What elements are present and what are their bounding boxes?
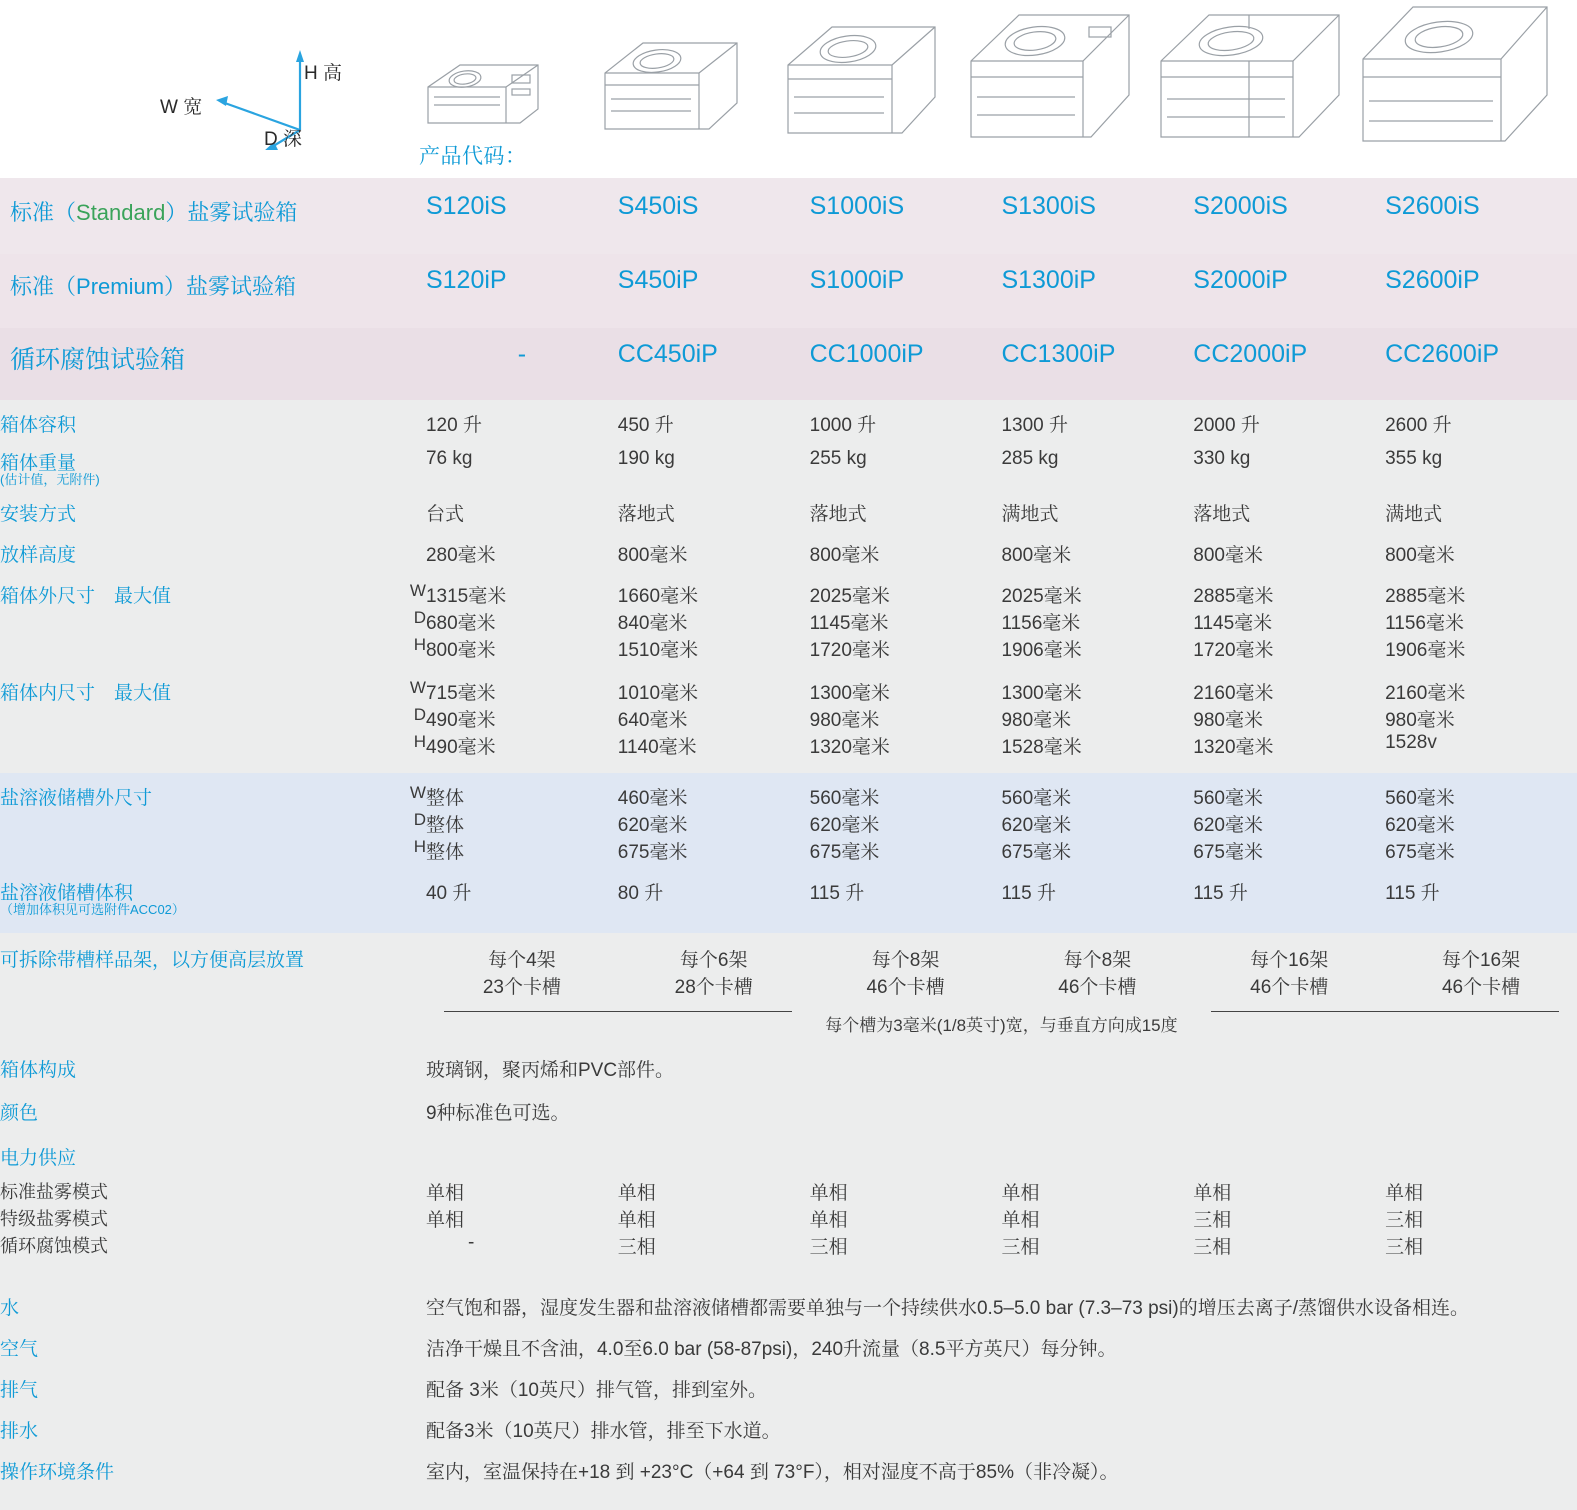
- value-tank-d-3: 620毫米: [1001, 810, 1193, 837]
- spacer: [0, 1443, 1577, 1457]
- axis-diagram: [160, 30, 400, 150]
- value-tank-h-4: 675毫米: [1193, 837, 1385, 864]
- value-outer-w-5: 2885毫米: [1385, 581, 1577, 608]
- dim-tank-w: W: [376, 783, 426, 810]
- value-water: 空气饱和器，湿度发生器和盐溶液储槽都需要单独与一个持续供水0.5–5.0 bar (7.3–73 psi)的增压去离子/蒸馏供水设备相连。: [426, 1293, 1577, 1320]
- label-exhaust: 排气: [0, 1375, 426, 1402]
- value-tank-d-2: 620毫米: [810, 810, 1002, 837]
- value-install-2: 落地式: [810, 499, 1002, 526]
- value-inner-d-3: 980毫米: [1001, 705, 1193, 732]
- value-power-cyclic-3: 三相: [1001, 1232, 1193, 1259]
- label-power-mode-standard: 标准盐雾模式: [0, 1170, 426, 1205]
- value-inner-w-4: 2160毫米: [1193, 678, 1385, 705]
- model-code-cc1300ip: CC1300iP: [1001, 328, 1193, 400]
- dim-outer-h: H: [376, 635, 426, 662]
- axis-label-w: W 宽: [160, 97, 203, 118]
- spacer: [0, 1259, 1577, 1293]
- table-row-exhaust: [0, 1375, 1577, 1402]
- value-inner-w-5: 2160毫米: [1385, 678, 1577, 705]
- value-slots-3: 46个卡槽: [1001, 972, 1193, 999]
- model-code-s1000ip: S1000iP: [810, 254, 1002, 328]
- value-inner-h-1: 1140毫米: [618, 732, 810, 759]
- value-slots-0: 23个卡槽: [426, 972, 618, 999]
- label-weight: [0, 448, 426, 487]
- value-tank-h-0: 整体: [426, 837, 618, 864]
- label-power: 电力供应: [0, 1143, 1577, 1170]
- value-install-4: 落地式: [1193, 499, 1385, 526]
- spacer: [0, 487, 1577, 499]
- value-power-premium-1: 单相: [618, 1205, 810, 1232]
- table-row-color: [0, 1098, 1577, 1125]
- value-tank-d-5: 620毫米: [1385, 810, 1577, 837]
- table-row-tank-w: [0, 783, 1577, 810]
- value-inner-h-5: 1528v: [1385, 732, 1577, 759]
- axis-label-d: D 深: [264, 129, 303, 150]
- model-code-cc2000ip: CC2000iP: [1193, 328, 1385, 400]
- product-code-label: 产品代码：: [419, 145, 527, 168]
- row-label-cyclic: [0, 328, 426, 400]
- value-outer-d-2: 1145毫米: [810, 608, 1002, 635]
- value-weight-2: 255 kg: [810, 448, 1002, 487]
- value-outer-w-3: 2025毫米: [1001, 581, 1193, 608]
- label-weight-text: 箱体重量: [0, 453, 77, 474]
- value-exhaust: 配备 3米（10英尺）排气管，排到室外。: [426, 1375, 1577, 1402]
- table-row-cyclic: [0, 328, 1577, 400]
- label-drain: 排水: [0, 1416, 426, 1443]
- value-sample-height-5: 800毫米: [1385, 540, 1577, 567]
- value-tank-d-1: 620毫米: [618, 810, 810, 837]
- value-sample-height-4: 800毫米: [1193, 540, 1385, 567]
- label-part-en: Standard: [76, 200, 166, 225]
- value-volume-4: 2000 升: [1193, 410, 1385, 437]
- value-tank-h-1: 675毫米: [618, 837, 810, 864]
- value-tank-w-0: 整体: [426, 783, 618, 810]
- table-row-inner-w: [0, 678, 1577, 705]
- label-air: 空气: [0, 1334, 426, 1361]
- spacer: [0, 526, 1577, 540]
- table-row-racks-1: [0, 945, 1577, 972]
- value-tank-w-3: 560毫米: [1001, 783, 1193, 810]
- value-color: 9种标准色可选。: [426, 1098, 1577, 1125]
- value-volume-0: 120 升: [426, 410, 618, 437]
- value-inner-h-0: 490毫米: [426, 732, 618, 759]
- value-tank-volume-1: 80 升: [618, 878, 810, 917]
- value-tank-w-5: 560毫米: [1385, 783, 1577, 810]
- value-power-premium-4: 三相: [1193, 1205, 1385, 1232]
- value-inner-h-3: 1528毫米: [1001, 732, 1193, 759]
- label-part-post: ）盐雾试验箱: [164, 274, 297, 299]
- value-racks-count-3: 每个8架: [1001, 945, 1193, 972]
- table-row-standard: [0, 178, 1577, 254]
- dim-inner-w: W: [376, 678, 426, 705]
- dim-inner-h: H: [376, 732, 426, 759]
- table-row-racks-note: [0, 999, 1577, 1039]
- spacer: [0, 759, 1577, 773]
- value-sample-height-3: 800毫米: [1001, 540, 1193, 567]
- value-outer-d-1: 840毫米: [618, 608, 810, 635]
- value-tank-volume-2: 115 升: [810, 878, 1002, 917]
- label-part-en: Premium: [76, 274, 165, 299]
- value-outer-w-2: 2025毫米: [810, 581, 1002, 608]
- spacer: [0, 773, 1577, 783]
- table-row-sample-height: [0, 540, 1577, 567]
- value-power-standard-4: 单相: [1193, 1170, 1385, 1205]
- table-row-construction: [0, 1055, 1577, 1082]
- value-outer-d-0: 680毫米: [426, 608, 618, 635]
- value-outer-w-0: 1315毫米: [426, 581, 618, 608]
- value-outer-h-1: 1510毫米: [618, 635, 810, 662]
- value-inner-d-1: 640毫米: [618, 705, 810, 732]
- value-inner-w-2: 1300毫米: [810, 678, 1002, 705]
- table-row-power-standard: [0, 1170, 1577, 1205]
- value-inner-d-0: 490毫米: [426, 705, 618, 732]
- label-sample-height: 放样高度: [0, 540, 426, 567]
- value-tank-h-5: 675毫米: [1385, 837, 1577, 864]
- value-tank-d-4: 620毫米: [1193, 810, 1385, 837]
- dim-inner-d: D: [376, 705, 426, 732]
- value-tank-volume-4: 115 升: [1193, 878, 1385, 917]
- value-power-cyclic-5: 三相: [1385, 1232, 1577, 1259]
- value-outer-w-1: 1660毫米: [618, 581, 810, 608]
- dim-tank-h: H: [376, 837, 426, 864]
- illustration-band: [0, 0, 1577, 178]
- value-power-standard-5: 单相: [1385, 1170, 1577, 1205]
- label-volume: 箱体容积: [0, 410, 426, 437]
- model-code-s2000ip: S2000iP: [1193, 254, 1385, 328]
- value-volume-3: 1300 升: [1001, 410, 1193, 437]
- label-water: 水: [0, 1293, 426, 1320]
- spacer: [0, 1402, 1577, 1416]
- value-air: 洁净干燥且不含油，4.0至6.0 bar (58-87psi)，240升流量（8.5平方英尺）每分钟。: [426, 1334, 1577, 1361]
- value-install-0: 台式: [426, 499, 618, 526]
- value-slots-1: 28个卡槽: [618, 972, 810, 999]
- value-outer-h-5: 1906毫米: [1385, 635, 1577, 662]
- value-weight-3: 285 kg: [1001, 448, 1193, 487]
- label-power-mode-cyclic: 循环腐蚀模式: [0, 1232, 426, 1259]
- unit-illustration-s2600: [1355, 3, 1555, 150]
- value-racks-count-5: 每个16架: [1385, 945, 1577, 972]
- value-install-5: 满地式: [1385, 499, 1577, 526]
- spacer: [0, 1484, 1577, 1510]
- value-outer-d-5: 1156毫米: [1385, 608, 1577, 635]
- table-row-volume: [0, 410, 1577, 437]
- spacer: [0, 1039, 1577, 1055]
- value-tank-w-4: 560毫米: [1193, 783, 1385, 810]
- model-code-s1300is: S1300iS: [1001, 178, 1193, 254]
- value-tank-w-1: 460毫米: [618, 783, 810, 810]
- value-power-premium-2: 单相: [810, 1205, 1002, 1232]
- value-racks-count-2: 每个8架: [810, 945, 1002, 972]
- value-power-standard-3: 单相: [1001, 1170, 1193, 1205]
- label-inner-dims: 箱体内尺寸 最大值: [0, 678, 376, 759]
- value-inner-d-4: 980毫米: [1193, 705, 1385, 732]
- table-row-environment: [0, 1457, 1577, 1484]
- model-code-s450is: S450iS: [618, 178, 810, 254]
- value-tank-d-0: 整体: [426, 810, 618, 837]
- value-racks-count-4: 每个16架: [1193, 945, 1385, 972]
- value-slots-2: 46个卡槽: [810, 972, 1002, 999]
- label-racks: 可拆除带槽样品架，以方便高层放置: [0, 945, 426, 999]
- value-power-premium-3: 单相: [1001, 1205, 1193, 1232]
- table-row-power-premium: [0, 1205, 1577, 1232]
- unit-illustrations: [415, 0, 1575, 160]
- label-part-pre: 标准（: [10, 200, 77, 225]
- axis-label-h: H 高: [304, 63, 343, 84]
- table-row-install: [0, 499, 1577, 526]
- value-weight-0: 76 kg: [426, 448, 618, 487]
- unit-illustration-s450: [597, 33, 747, 138]
- dim-outer-d: D: [376, 608, 426, 635]
- label-part-post: ）盐雾试验箱: [165, 200, 298, 225]
- label-color: 颜色: [0, 1098, 426, 1125]
- model-code-s450ip: S450iP: [618, 254, 810, 328]
- value-weight-5: 355 kg: [1385, 448, 1577, 487]
- value-power-cyclic-2: 三相: [810, 1232, 1002, 1259]
- value-tank-volume-3: 115 升: [1001, 878, 1193, 917]
- value-outer-d-4: 1145毫米: [1193, 608, 1385, 635]
- value-power-cyclic-0: -: [426, 1232, 618, 1259]
- table-row-premium: [0, 254, 1577, 328]
- row-label-premium: [0, 254, 426, 328]
- dim-outer-w: W: [376, 581, 426, 608]
- value-inner-w-0: 715毫米: [426, 678, 618, 705]
- value-sample-height-2: 800毫米: [810, 540, 1002, 567]
- value-tank-volume-5: 115 升: [1385, 878, 1577, 917]
- value-outer-h-3: 1906毫米: [1001, 635, 1193, 662]
- spacer: [0, 437, 1577, 448]
- table-row-drain: [0, 1416, 1577, 1443]
- spacer: [0, 1361, 1577, 1375]
- table-row-tank-volume: [0, 878, 1577, 917]
- value-outer-h-4: 1720毫米: [1193, 635, 1385, 662]
- value-install-1: 落地式: [618, 499, 810, 526]
- value-outer-d-3: 1156毫米: [1001, 608, 1193, 635]
- label-tank-outer: 盐溶液储槽外尺寸: [0, 783, 376, 864]
- value-sample-height-0: 280毫米: [426, 540, 618, 567]
- value-power-standard-1: 单相: [618, 1170, 810, 1205]
- value-environment: 室内，室温保持在+18 到 +23°C（+64 到 73°F），相对湿度不高于85%（非冷凝）。: [426, 1457, 1577, 1484]
- model-code-s120is: S120iS: [426, 178, 618, 254]
- value-volume-2: 1000 升: [810, 410, 1002, 437]
- value-inner-w-1: 1010毫米: [618, 678, 810, 705]
- model-code-cc450ip: CC450iP: [618, 328, 810, 400]
- racks-note-spacer: [0, 999, 426, 1039]
- dim-tank-d: D: [376, 810, 426, 837]
- value-racks-count-1: 每个6架: [618, 945, 810, 972]
- value-power-premium-5: 三相: [1385, 1205, 1577, 1232]
- spacer: [0, 662, 1577, 678]
- value-inner-h-4: 1320毫米: [1193, 732, 1385, 759]
- spacer: [0, 933, 1577, 945]
- table-row-air: [0, 1334, 1577, 1361]
- spec-table: [0, 178, 1577, 1510]
- value-tank-h-3: 675毫米: [1001, 837, 1193, 864]
- value-weight-4: 330 kg: [1193, 448, 1385, 487]
- label-construction: 箱体构成: [0, 1055, 426, 1082]
- value-power-cyclic-1: 三相: [618, 1232, 810, 1259]
- value-sample-height-1: 800毫米: [618, 540, 810, 567]
- label-environment: 操作环境条件: [0, 1457, 426, 1484]
- label-outer-dims: 箱体外尺寸 最大值: [0, 581, 376, 662]
- unit-illustration-s2000: [1153, 9, 1348, 146]
- value-inner-w-3: 1300毫米: [1001, 678, 1193, 705]
- value-power-standard-2: 单相: [810, 1170, 1002, 1205]
- value-inner-d-5: 980毫米: [1385, 705, 1577, 732]
- spacer: [0, 1320, 1577, 1334]
- table-row-power-head: [0, 1143, 1577, 1170]
- value-outer-w-4: 2885毫米: [1193, 581, 1385, 608]
- model-code-s120ip: S120iP: [426, 254, 618, 328]
- label-weight-sub: (估计值，无附件): [0, 472, 100, 487]
- table-row-weight: [0, 448, 1577, 487]
- label-tank-volume-text: 盐溶液储槽体积: [0, 883, 134, 904]
- row-label-cyclic-text: 循环腐蚀试验箱: [10, 346, 186, 374]
- table-row-power-cyclic: [0, 1232, 1577, 1259]
- label-part-pre: 标准（: [10, 274, 77, 299]
- spacer: [0, 567, 1577, 581]
- value-volume-1: 450 升: [618, 410, 810, 437]
- racks-rule-left: [426, 999, 810, 1039]
- value-racks-count-0: 每个4架: [426, 945, 618, 972]
- value-inner-h-2: 1320毫米: [810, 732, 1002, 759]
- value-drain: 配备3米（10英尺）排水管，排至下水道。: [426, 1416, 1577, 1443]
- value-weight-1: 190 kg: [618, 448, 810, 487]
- value-power-premium-0: 单相: [426, 1205, 618, 1232]
- spacer: [0, 1082, 1577, 1098]
- value-slots-5: 46个卡槽: [1385, 972, 1577, 999]
- model-code-s2000is: S2000iS: [1193, 178, 1385, 254]
- spacer: [0, 864, 1577, 878]
- unit-illustration-s120: [420, 57, 550, 132]
- model-code-s1000is: S1000iS: [810, 178, 1002, 254]
- unit-illustration-s1000: [780, 19, 945, 142]
- racks-rule-right: [1193, 999, 1577, 1039]
- unit-illustration-s1300: [963, 9, 1138, 146]
- value-tank-w-2: 560毫米: [810, 783, 1002, 810]
- value-outer-h-0: 800毫米: [426, 635, 618, 662]
- model-code-s2600is: S2600iS: [1385, 178, 1577, 254]
- value-slots-4: 46个卡槽: [1193, 972, 1385, 999]
- spacer: [0, 400, 1577, 410]
- racks-note: 每个槽为3毫米(1/8英寸)宽，与垂直方向成15度: [810, 999, 1194, 1039]
- model-code-s2600ip: S2600iP: [1385, 254, 1577, 328]
- model-code-cc120: -: [426, 328, 618, 400]
- value-power-cyclic-4: 三相: [1193, 1232, 1385, 1259]
- model-code-cc2600ip: CC2600iP: [1385, 328, 1577, 400]
- model-code-cc1000ip: CC1000iP: [810, 328, 1002, 400]
- spacer: [0, 1125, 1577, 1143]
- value-tank-h-2: 675毫米: [810, 837, 1002, 864]
- label-tank-volume-sub: （增加体积见可选附件ACC02）: [0, 902, 185, 917]
- label-install: 安装方式: [0, 499, 426, 526]
- model-code-s1300ip: S1300iP: [1001, 254, 1193, 328]
- label-power-mode-premium: 特级盐雾模式: [0, 1205, 426, 1232]
- table-row-water: [0, 1293, 1577, 1320]
- value-tank-volume-0: 40 升: [426, 878, 618, 917]
- value-power-standard-0: 单相: [426, 1170, 618, 1205]
- value-volume-5: 2600 升: [1385, 410, 1577, 437]
- value-construction: 玻璃钢，聚丙烯和PVC部件。: [426, 1055, 1577, 1082]
- table-row-outer-w: [0, 581, 1577, 608]
- row-label-standard: [0, 178, 426, 254]
- label-tank-volume: [0, 878, 426, 917]
- value-install-3: 满地式: [1001, 499, 1193, 526]
- value-inner-d-2: 980毫米: [810, 705, 1002, 732]
- value-outer-h-2: 1720毫米: [810, 635, 1002, 662]
- spacer: [0, 917, 1577, 933]
